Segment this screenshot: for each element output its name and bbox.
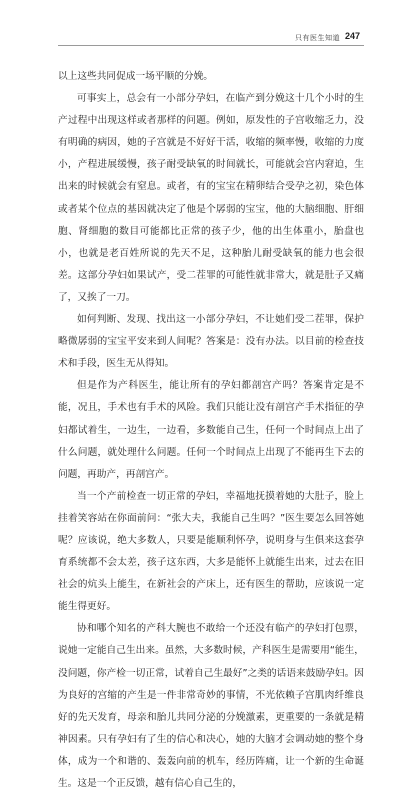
paragraph: 以上这些共同促成一场平顺的分娩。 <box>58 71 213 82</box>
running-header-title: 只有医生知道 <box>295 34 340 42</box>
paragraph: 当一个产前检查一切正常的孕妇，幸福地抚摸着她的大肚子，脸上挂着笑容站在你面前问：“张大夫，我能自己生吗？”医生要怎么回答她呢？应该说，绝大多数人，只要是能顺利怀孕，说明身与生俱来这套孕育系统都不会太差，孩子这东西，大多是能怀上就能生出来，过去在旧社会的炕头上能生，在新社会的产床上，还有医生的帮助，应该说一定能生得更好。 <box>58 490 364 613</box>
running-header <box>0 0 400 48</box>
paragraph: 但是作为产科医生，能让所有的孕妇都剖宫产吗？答案肯定是不能，况且，手术也有手术的风险。我们只能让没有剖宫产手术指征的孕妇都试着生，一边生，一边看，多数能自己生，任何一个时间点上出了什么问题，就处理什么问题。任何一个时间点上出现了不能再生下去的问题，再助产，再剖宫产。 <box>58 380 364 480</box>
header-rule <box>58 45 364 46</box>
page-number: 247 <box>344 31 360 41</box>
paragraph: 可事实上，总会有一小部分孕妇，在临产到分娩这十几个小时的生产过程中出现这样或者那样的问题。例如，原发性的子宫收缩乏力，没有明确的病因，她的子宫就是不好好干活，收缩的频率慢，收缩的力度小，产程进展缓慢，孩子耐受缺氧的时间就长，可能就会宫内窘迫，生出来的时候就会有窒息。或者，有的宝宝在精卵结合受孕之初，染色体或者某个位点的基因就决定了他是个孱弱的宝宝，他的大脑细胞、肝细胞、肾细胞的数目可能都比正常的孩子少，他的出生体重小，胎盘也小，也就是老百姓所说的先天不足，这种胎儿耐受缺氧的能力也会很差。这部分孕妇如果试产，受二茬罪的可能性就非常大，就是肚子又痛了，又挨了一刀。 <box>58 93 364 303</box>
page-body <box>58 66 364 795</box>
paragraph: 协和哪个知名的产科大腕也不敢给一个还没有临产的孕妇打包票，说她一定能自己生出来。虽然，大多数时候，产科医生是需要用“能生，没问题，你产检一切正常，试着自己生最好”之类的话语来鼓励孕妇。因为良好的宫缩的产生是一件非常奇妙的事情，不光依赖子宫肌肉纤维良好的先天发育，母亲和胎儿共同分泌的分娩激素，更重要的一条就是精神因素。只有孕妇有了生的信心和决心，她的大脑才会调动她的整个身体，成为一个和谐的、轰轰向前的机车，经历阵痛，让一个新的生命诞生。这是一个正反馈，越有信心自己生的， <box>58 623 364 789</box>
paragraph: 如何判断、发现、找出这一小部分孕妇，不让她们受二茬罪，保护略微孱弱的宝宝平安来到人间呢？答案是：没有办法。以目前的检查技术和手段，医生无从得知。 <box>58 314 364 370</box>
